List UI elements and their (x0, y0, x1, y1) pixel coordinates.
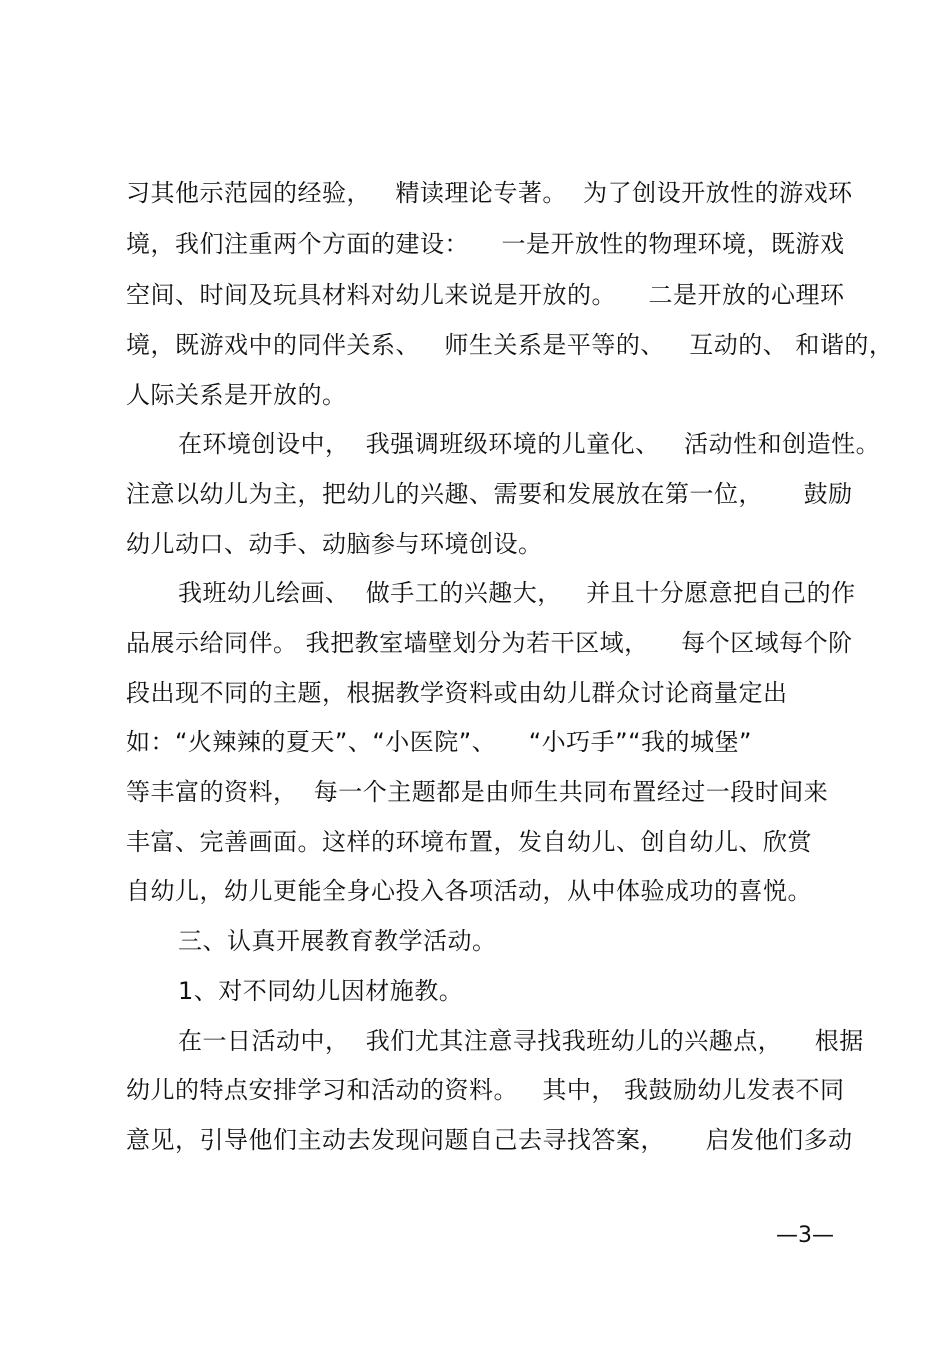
text-line: 注意以幼儿为主，把幼儿的兴趣、需要和发展放在第一位， 鼓励 (126, 480, 853, 508)
text-line: 人际关系是开放的。 (126, 381, 347, 409)
text-line: 境，既游戏中的同伴关系、 师生关系是平等的、 互动的、 和谐的， (126, 331, 894, 359)
text-line: 空间、时间及玩具材料对幼儿来说是开放的。 二是开放的心理环 (126, 281, 845, 309)
text-line: 自幼儿，幼儿更能全身心投入各项活动，从中体验成功的喜悦。 (126, 877, 812, 905)
page-number: —3— (776, 1223, 834, 1248)
text-line: 丰富、完善画面。这样的环境布置，发自幼儿、创自幼儿、欣赏 (126, 828, 812, 856)
text-line: 如：“火辣辣的夏天”、“小医院”、 “小巧手”“我的城堡” (126, 728, 752, 756)
section-heading: 三、认真开展教育教学活动。 (178, 927, 497, 955)
text-line: 境，我们注重两个方面的建设： 一是开放性的物理环境，既游戏 (126, 230, 845, 258)
text-line: 习其他示范园的经验， 精读理论专著。 为了创设开放性的游戏环 (126, 179, 853, 207)
text-line: 等丰富的资料， 每一个主题都是由师生共同布置经过一段时间来 (126, 778, 829, 806)
text-line: 我班幼儿绘画、 做手工的兴趣大， 并且十分愿意把自己的作 (178, 579, 856, 607)
text-line: 意见，引导他们主动去发现问题自己去寻找答案， 启发他们多动 (126, 1126, 853, 1154)
subsection-heading: 1、对不同幼儿因材施教。 (178, 977, 464, 1005)
text-line: 幼儿动口、动手、动脑参与环境创设。 (126, 530, 543, 558)
text-line: 在环境创设中， 我强调班级环境的儿童化、 活动性和创造性。 (178, 430, 881, 458)
text-line: 幼儿的特点安排学习和活动的资料。 其中， 我鼓励幼儿发表不同 (126, 1076, 845, 1104)
text-line: 段出现不同的主题，根据教学资料或由幼儿群众讨论商量定出 (126, 679, 788, 707)
text-line: 在一日活动中， 我们尤其注意寻找我班幼儿的兴趣点， 根据 (178, 1027, 864, 1055)
text-line: 品展示给同伴。 我把教室墙壁划分为若干区域， 每个区域每个阶 (126, 629, 853, 657)
